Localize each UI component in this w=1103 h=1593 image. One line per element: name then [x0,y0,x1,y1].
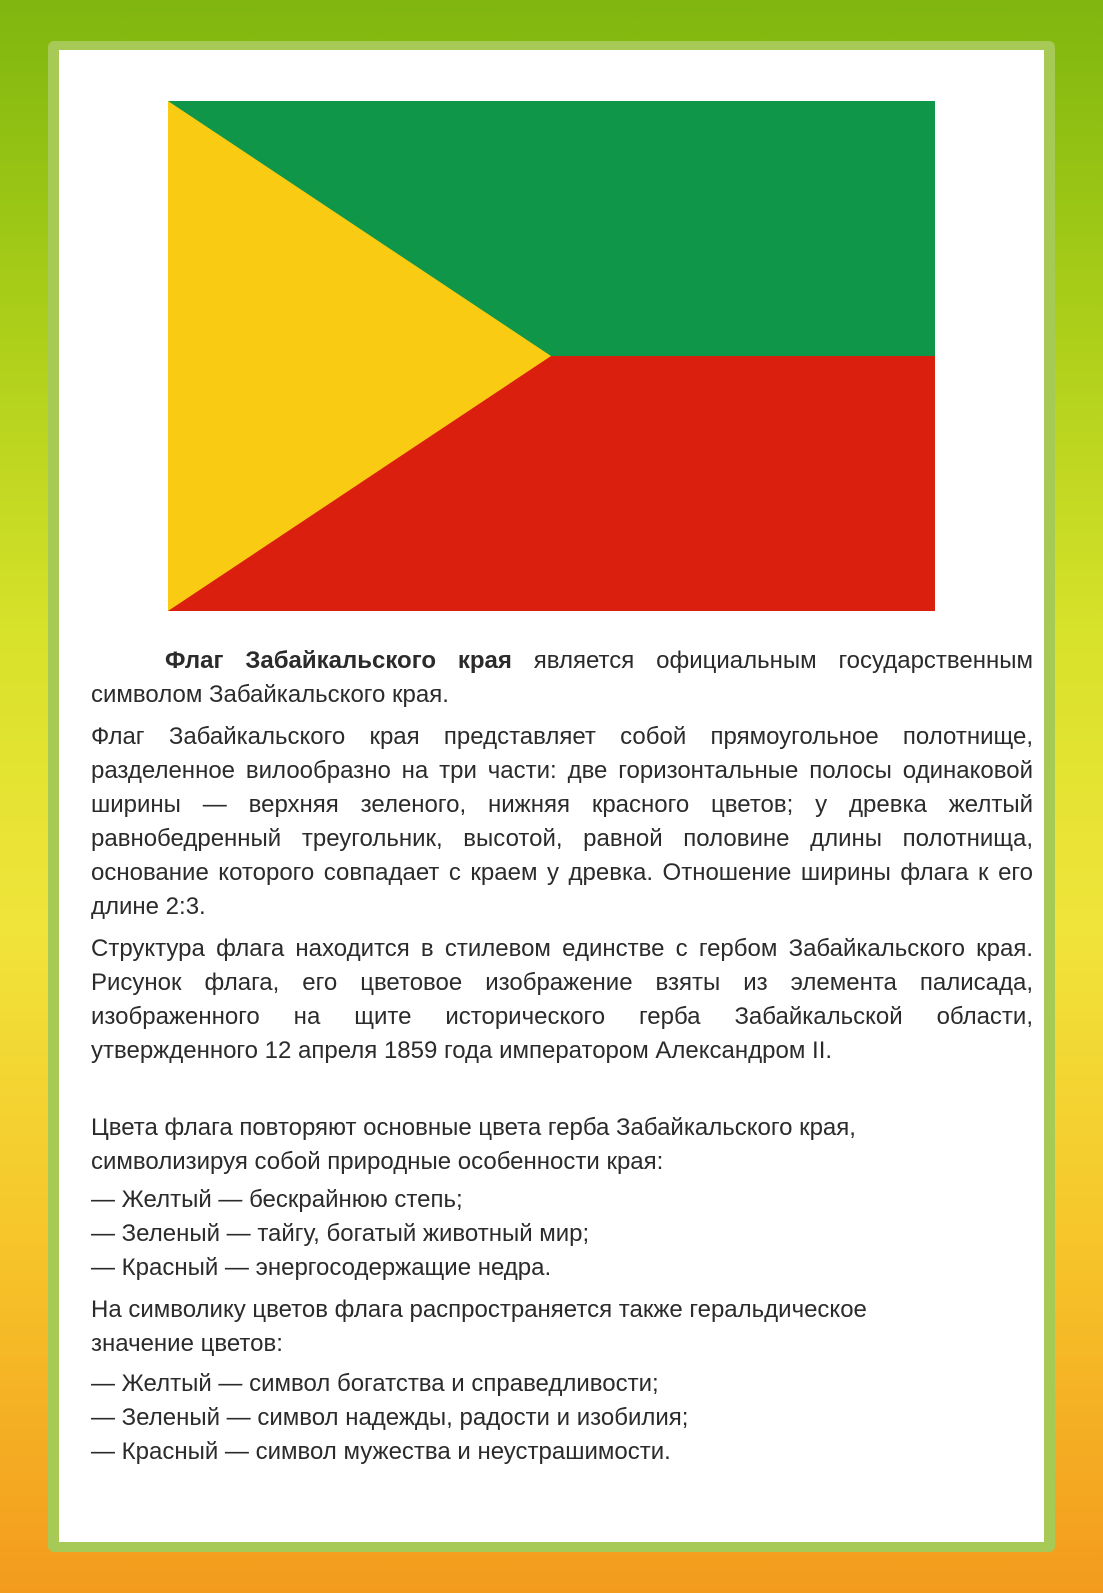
paragraph-colors-intro [91,1111,1033,1179]
paragraph-flag-structure: Структура флага находится в стилевом единстве с гербом Забайкальского края. Рисунок флага, его цветовое изображение взяты из элемента палисада, изображенного на щите исторического герба Забайкальской области, утвержденного 12 апреля 1859 года императором Александром II. [91,935,1033,1064]
paragraph-rest: является официальным государственным символом Забайкальского края. [91,647,1034,708]
paragraph-bold-lead: Флаг Забайкальского края [165,647,512,674]
colors-intro-line-2: символизируя собой природные особенности края: [91,1148,664,1175]
heraldic-meaning-list [91,1367,1033,1469]
list-item: — Красный — энергосодержащие недра. [91,1254,552,1281]
colors-intro-line-1: Цвета флага повторяют основные цвета герба Забайкальского края, [91,1114,856,1141]
heraldic-intro-line-2: значение цветов: [91,1330,283,1357]
list-item: — Красный — символ мужества и неустрашимости. [91,1438,671,1465]
paragraph-flag-description: Флаг Забайкальского края представляет собой прямоугольное полотнище, разделенное вилообразно на три части: две горизонтальные полосы одинаковой ширины — верхняя зеленого, нижняя красного цветов; у древка желтый равнобедренный треугольник, высотой, равной половине длины полотнища, основание которого совпадает с краем у древка. Отношение ширины флага к его длине 2:3. [91,723,1033,920]
heraldic-intro-line-1: На символику цветов флага распространяется также геральдическое [91,1296,867,1323]
flag-zabaykalsky-krai [168,101,935,611]
paragraph-heraldic-intro [91,1293,1033,1361]
list-item: — Зеленый — тайгу, богатый животный мир; [91,1220,590,1247]
list-item: — Зеленый — символ надежды, радости и изобилия; [91,1404,689,1431]
list-item: — Желтый — символ богатства и справедливости; [91,1370,659,1397]
list-item: — Желтый — бескрайнюю степь; [91,1186,463,1213]
paragraph-official-symbol [91,644,1033,712]
colors-meaning-list [91,1183,1033,1285]
